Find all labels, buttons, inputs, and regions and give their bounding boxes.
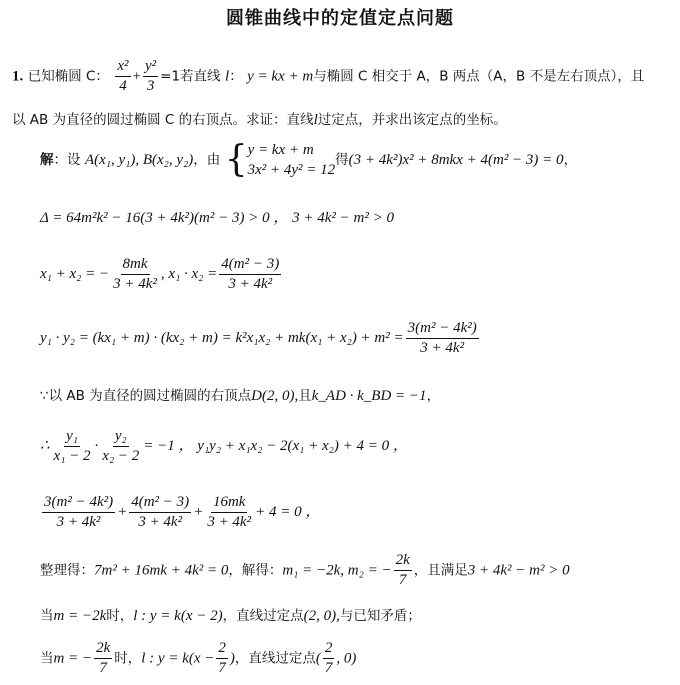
solution-text: 整理得： (40, 562, 94, 579)
problem-number: 1. (12, 68, 24, 85)
substitution-line (40, 494, 320, 531)
document-title: 圆锥曲线中的定值定点问题 (226, 8, 454, 29)
fraction-numerator: 4(m² − 3) (129, 494, 191, 513)
solution-text: ∵以 AB 为直径的圆过椭圆的右顶点 (40, 388, 252, 404)
simplified-equation: 7m² + 16mk + 4k² = 0 (94, 562, 229, 579)
fraction-numerator: 2 (216, 640, 228, 659)
perpendicular-equation: = −1 ， y₁y₂ + x₁x₂ − 2(x₁ + x₂) + 4 = 0 ， (143, 437, 408, 454)
ellipse-y-fraction (143, 58, 158, 95)
vieta-product-fraction (219, 256, 281, 293)
solution-step-1 (40, 140, 577, 180)
case-2-line-equation: l : y = k(x − (141, 650, 215, 667)
fraction-numerator: x² (115, 58, 130, 77)
open-paren: ( (315, 650, 321, 667)
fraction-denominator: 3 + 4k² (228, 276, 273, 292)
problem-text: 与椭圆 C 相交于 A，B 两点（A，B 不是左右顶点），且 (313, 68, 645, 85)
solution-text: 与已知矛盾； (339, 608, 421, 624)
case-1-fixed-point: (2, 0), (303, 608, 340, 624)
substitution-fraction-3 (205, 494, 253, 531)
fraction-denominator: 7 (398, 572, 407, 588)
fraction-numerator: 3(m² − 4k²) (42, 494, 115, 513)
solution-text: 时， (106, 608, 134, 624)
right-vertex-condition (40, 384, 440, 405)
solution-text: ，直线过定点 (222, 608, 304, 624)
solution-text: ，由 (193, 152, 221, 168)
vieta-sum: x₁ + x₂ = − (40, 265, 110, 282)
fraction-denominator: 3 + 4k² (113, 276, 157, 292)
fraction-denominator: 3 (146, 78, 155, 94)
fraction-denominator: 7 (324, 660, 333, 676)
solution-text: ，且满足 (413, 562, 468, 579)
fraction-denominator: 7 (218, 660, 226, 676)
solution-text: ， (563, 152, 578, 168)
case-1-line (40, 604, 421, 625)
vieta-line (40, 256, 283, 293)
multiply-dot: · (94, 437, 99, 454)
line-symbol: l (225, 68, 230, 85)
line-symbol: l (313, 112, 318, 128)
fixed-point-fraction (323, 640, 335, 677)
substitution-fraction-1 (42, 494, 115, 531)
points-definition: A(x₁, y₁), B(x₂, y₂) (84, 152, 194, 168)
fraction-denominator: 3 + 4k² (138, 514, 183, 530)
vieta-sum-fraction (111, 256, 159, 293)
fraction-numerator: 2 (323, 640, 335, 659)
problem-text: 以 AB 为直径的圆过椭圆 C 的右顶点。求证：直线 (12, 112, 314, 128)
case-2-line-fraction (216, 640, 228, 677)
fraction-numerator: 16mk (211, 494, 248, 513)
system-equation-2: 3x² + 4y² = 12 (247, 162, 336, 178)
fraction-denominator: x₁ − 2 (53, 448, 91, 464)
fraction-numerator: 3(m² − 4k²) (406, 320, 479, 339)
solution-text: 当 (40, 650, 54, 667)
fraction-denominator: 3 + 4k² (207, 514, 252, 530)
condition-inequality: 3 + 4k² − m² > 0 (467, 562, 570, 579)
fraction-numerator: 8mk (121, 256, 150, 275)
solution-text: ，直线过定点 (234, 650, 316, 667)
plus-sign: + (193, 503, 204, 520)
solution-label: 解 (40, 152, 54, 168)
perpendicular-line (40, 428, 408, 465)
line-equation: y = kx + m (247, 68, 314, 85)
solution-text: 时， (114, 650, 142, 667)
fraction-denominator: 4 (119, 78, 127, 94)
case-1-line-equation: l : y = k(x − 2) (133, 608, 223, 624)
fraction-numerator: y₁ (64, 428, 80, 447)
root-fraction (394, 552, 412, 589)
slope-fraction-2 (100, 428, 141, 465)
problem-text: ： (229, 68, 243, 85)
plus-sign: + (117, 503, 128, 520)
solution-text: ，解得： (228, 562, 283, 579)
problem-text: =1若直线 (160, 68, 221, 85)
substitution-fraction-2 (129, 494, 191, 531)
ellipse-x-fraction (115, 58, 130, 95)
fraction-numerator: y₂ (113, 428, 129, 447)
close-paren: ) (229, 650, 235, 667)
substitution-end: + 4 = 0 ， (255, 503, 321, 520)
problem-line-2 (12, 108, 507, 129)
fraction-numerator: y² (143, 58, 158, 77)
system-brace: { (224, 139, 248, 180)
case-2-line (40, 640, 356, 677)
fraction-numerator: 4(m² − 3) (219, 256, 281, 275)
slope-fraction-1 (52, 428, 93, 465)
solution-text: 且 (298, 388, 312, 404)
slope-product: k_AD · k_BD = −1 (311, 388, 427, 404)
fraction-denominator: x₂ − 2 (102, 448, 140, 464)
fraction-denominator: 3 + 4k² (56, 514, 101, 530)
roots: m₁ = −2k, m₂ = − (282, 562, 392, 579)
solution-text: ：设 (53, 152, 81, 168)
case-2-fraction (94, 640, 112, 677)
y-product-expansion: y₁ · y₂ = (kx₁ + m) · (kx₂ + m) = k²x₁x₂ + mk(x₁ + x₂) + m² = (40, 329, 404, 346)
case-1-value: m = −2k (53, 608, 107, 624)
solution-text: 当 (40, 608, 54, 624)
discriminant-line: Δ = 64m²k² − 16(3 + 4k²)(m² − 3) > 0 ， 3 + 4k² − m² > 0 (40, 210, 394, 226)
fraction-denominator: 3 + 4k² (420, 340, 465, 356)
y-product-line (40, 320, 481, 357)
y-product-fraction (406, 320, 479, 357)
solution-text: ， (426, 388, 441, 404)
solution-text: 得 (335, 152, 349, 168)
fraction-numerator: 2k (94, 640, 112, 659)
quadratic-result: (3 + 4k²)x² + 8mkx + 4(m² − 3) = 0 (348, 152, 564, 168)
simplification-line (40, 552, 570, 589)
problem-text: 已知椭圆 C： (27, 68, 109, 85)
problem-text: 过定点，并求出该定点的坐标。 (317, 112, 507, 128)
system-equation-1: y = kx + m (247, 142, 314, 158)
case-2-value: m = − (53, 650, 93, 667)
therefore-symbol: ∴ (40, 437, 50, 454)
fixed-point-tail: , 0) (336, 650, 357, 667)
fraction-numerator: 2k (394, 552, 412, 571)
problem-line-1: 1. 已知椭圆 C： $\frac{\text{x²}}{4}$ + $\frac{\text{y²}}{3}$ =1若直线 l： y = kx + m与椭圆 C 相交于 A，B 两点（A，B 不是左右顶点），且 (12, 58, 645, 94)
fraction-denominator: 7 (99, 660, 107, 676)
equation-system (248, 140, 336, 180)
vieta-product: , x₁ · x₂ = (160, 265, 218, 282)
vertex-point: D(2, 0), (251, 388, 299, 404)
